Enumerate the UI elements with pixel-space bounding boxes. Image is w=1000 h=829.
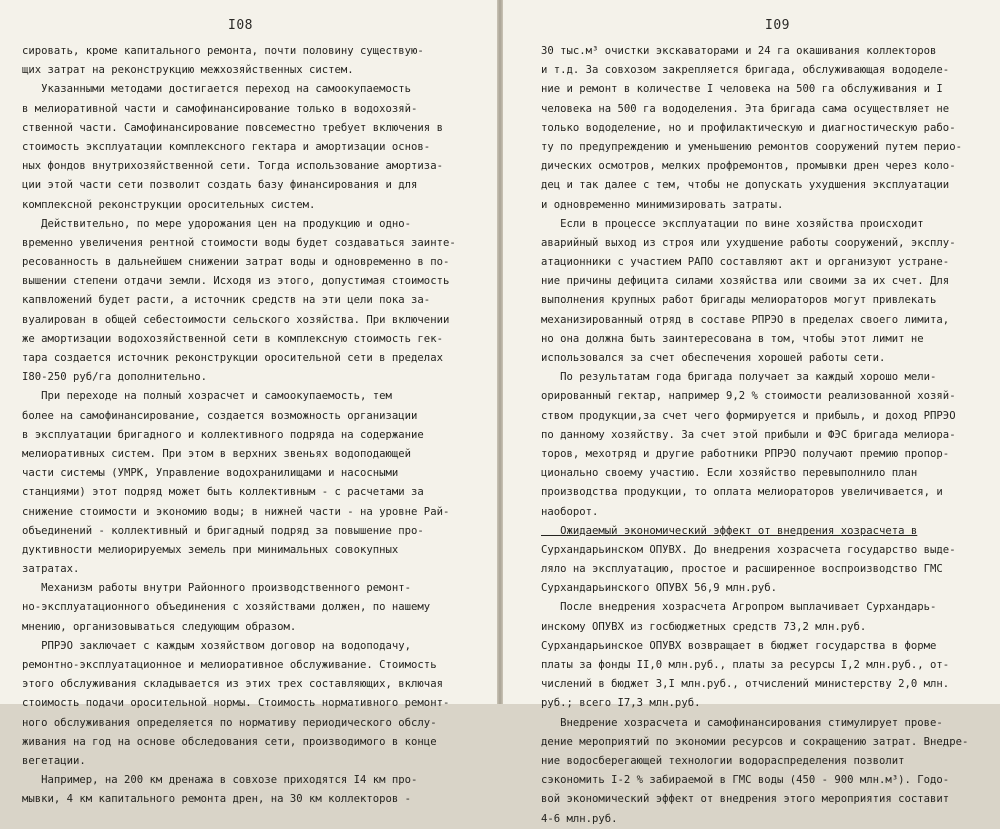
text-line: и т.д. За совхозом закрепляется бригада, обслуживающая вододеле- bbox=[541, 64, 950, 77]
text-line: ние и ремонт в количестве I человека на 500 га обслуживания и I bbox=[541, 83, 943, 96]
left-page bbox=[0, 0, 497, 806]
text-line: ние причины дефицита силами хозяйства или своими за их счет. Для bbox=[541, 275, 950, 288]
text-line: орированный гектар, например 9,2 % стоимости реализованной хозяй- bbox=[541, 390, 956, 403]
text-line: 4-6 млн.руб. bbox=[541, 812, 618, 825]
text-line: Сурхандарьинское ОПУВХ возвращает в бюджет государства в форме bbox=[541, 639, 937, 652]
text-line: вегетации. bbox=[22, 754, 86, 767]
text-line: ремонтно-эксплуатационное и мелиоративное обслуживание. Стоимость bbox=[22, 659, 437, 671]
text-line: По результатам года бригада получает за каждый хорошо мели- bbox=[541, 371, 937, 384]
text-line: более на самофинансирование, создается возможность организации bbox=[22, 409, 418, 422]
text-line: щих затрат на реконструкцию межхозяйственных систем. bbox=[22, 64, 354, 77]
text-line: вуалирован в общей себестоимости сельского хозяйства. При включении bbox=[22, 313, 450, 326]
text-line: дических осмотров, мелких профремонтов, промывки дрен через коло- bbox=[541, 160, 956, 173]
text-line: выполнения крупных работ бригады мелиораторов могут привлекать bbox=[541, 294, 937, 307]
text-line: 30 тыс.м³ очистки экскаваторами и 24 га окашивания коллекторов bbox=[541, 45, 937, 57]
text-line: Указанными методами достигается переход на самоокупаемость bbox=[22, 83, 412, 96]
right-page bbox=[503, 0, 1000, 825]
text-line: числений в бюджет 3,I млн.руб., отчислений министерству 2,0 млн. bbox=[541, 678, 950, 691]
text-line: только вододеление, но и профилактическую и диагностическую рабо- bbox=[541, 121, 956, 134]
text-line: но она должна быть заинтересована в том, чтобы этот лимит не bbox=[541, 332, 924, 345]
text-line: стоимость подачи оросительной нормы. Стоимость нормативного ремонт- bbox=[22, 697, 450, 710]
text-line: временно увеличения рентной стоимости воды будет создаваться заинте- bbox=[22, 236, 456, 249]
text-line: дец и так далее с тем, чтобы не допускать ухудшения эксплуатации bbox=[541, 179, 950, 192]
text-line: ственной части. Самофинансирование повсеместно требует включения в bbox=[22, 121, 443, 134]
text-line: дуктивности мелиорируемых земель при минимальных совокупных bbox=[22, 543, 399, 556]
text-line: ством продукции,за счет чего формируется и прибыль, и доход РПРЭО bbox=[541, 409, 956, 422]
text-line: затратах. bbox=[22, 563, 80, 576]
text-line: человека на 500 га вододеления. Эта бригада сама осуществляет не bbox=[541, 102, 950, 115]
text-line: торов, мехотряд и другие работники РПРЭО получают премию пропор- bbox=[541, 447, 950, 460]
text-line: по данному хозяйству. За счет этой прибыли и ФЭС бригада мелиора- bbox=[541, 428, 956, 441]
text-line: и одновременно минимизировать затраты. bbox=[541, 198, 784, 211]
text-line: объединений - коллективный и бригадный подряд за повышение про- bbox=[22, 524, 424, 537]
text-line: мелиоративных систем. При этом в верхних звеньях водоподающей bbox=[22, 447, 412, 460]
text-line: части системы (УМРК, Управление водохранилищами и насосными bbox=[22, 467, 399, 480]
text-line: При переходе на полный хозрасчет и самоокупаемость, тем bbox=[22, 390, 392, 403]
text-line: сировать, кроме капитального ремонта, почти половину существую- bbox=[22, 45, 424, 57]
text-line: в мелиоративной части и самофинансирование только в водохозяй- bbox=[22, 102, 418, 115]
text-line: Если в процессе эксплуатации по вине хозяйства происходит bbox=[541, 217, 924, 230]
text-line: станциями) этот подряд может быть коллективным - с расчетами за bbox=[22, 486, 424, 499]
text-line: ние водосберегающей технологии водораспределения позволит bbox=[541, 754, 905, 767]
text-line: ляло на эксплуатацию, простое и расширенное воспроизводство ГМС bbox=[541, 563, 943, 576]
text-line: ресованность в дальнейшем снижении затрат воды и одновременно в по- bbox=[22, 256, 450, 269]
text-line: платы за фонды II,0 млн.руб., платы за ресурсы I,2 млн.руб., от- bbox=[541, 659, 950, 671]
text-line: Механизм работы внутри Районного производственного ремонт- bbox=[22, 582, 412, 595]
text-line: вой экономический эффект от внедрения этого мероприятия составит bbox=[541, 793, 950, 806]
left-page-number: I08 bbox=[228, 18, 253, 33]
text-line: После внедрения хозрасчета Агропром выплачивает Сурхандарь- bbox=[541, 601, 937, 614]
text-line: аварийный выход из строя или ухудшение работы сооружений, эксплу- bbox=[541, 236, 956, 249]
text-line: же амортизации водохозяйственной сети в комплексную стоимость гек- bbox=[22, 332, 443, 345]
text-line: комплексной реконструкции оросительных систем. bbox=[22, 198, 316, 211]
text-line: снижение стоимости и экономию воды; в нижней части - на уровне Рай- bbox=[22, 505, 450, 518]
text-line: дение мероприятий по экономии ресурсов и сокращению затрат. Внедре- bbox=[541, 735, 969, 748]
text-line: тара создается источник реконструкции оросительной сети в пределах bbox=[22, 352, 443, 364]
text-line: в эксплуатации бригадного и коллективного подряда на содержание bbox=[22, 428, 424, 441]
text-line: атационники с участием РАПО составляют акт и организуют устране- bbox=[541, 256, 950, 269]
left-page-text bbox=[22, 42, 467, 810]
text-line: ту по предупреждению и уменьшению ремонтов сооружений путем перио- bbox=[541, 140, 962, 153]
text-line: ционально своему участию. Если хозяйство перевыполнило план bbox=[541, 467, 918, 480]
text-line: Внедрение хозрасчета и самофинансирования стимулирует прове- bbox=[541, 716, 943, 729]
text-line: механизированный отряд в составе РПРЭО в пределах своего лимита, bbox=[541, 313, 950, 326]
text-line: стоимость эксплуатации комплексного гектара и амортизации основ- bbox=[22, 140, 431, 153]
text-line: Сурхандарьинского ОПУВХ 56,9 млн.руб. bbox=[541, 582, 777, 595]
text-line: Сурхандарьинском ОПУВХ. До внедрения хозрасчета государство выде- bbox=[541, 543, 956, 556]
right-page-number: I09 bbox=[765, 18, 790, 33]
text-line: сэкономить I-2 % забираемой в ГМС воды (450 - 900 млн.м³). Годо- bbox=[541, 774, 950, 787]
text-line: капвложений будет расти, а источник средств на эти цели пока за- bbox=[22, 294, 431, 307]
text-line: мывки, 4 км капитального ремонта дрен, на 30 км коллекторов - bbox=[22, 793, 412, 806]
text-line: вышении степени отдачи земли. Исходя из этого, допустимая стоимость bbox=[22, 275, 450, 288]
text-line: ции этой части сети позволит создать базу финансирования и для bbox=[22, 179, 418, 192]
text-line: ного обслуживания определяется по нормативу периодического обслу- bbox=[22, 716, 437, 729]
text-line: но-эксплуатационного объединения с хозяйствами должен, по нашему bbox=[22, 601, 431, 614]
text-line: инскому ОПУВХ из госбюджетных средств 73,2 млн.руб. bbox=[541, 620, 867, 633]
text-line: РПРЭО заключает с каждым хозяйством договор на водоподачу, bbox=[22, 639, 412, 652]
right-page-text bbox=[541, 42, 981, 829]
text-line: живания на год на основе обследования сети, производимого в конце bbox=[22, 735, 437, 748]
text-line: производства продукции, то оплата мелиораторов увеличивается, и bbox=[541, 486, 943, 499]
text-line: наоборот. bbox=[541, 505, 599, 518]
text-line: использовался за счет обеспечения хорошей работы сети. bbox=[541, 352, 886, 364]
text-line: ных фондов внутрихозяйственной сети. Тогда использование амортиза- bbox=[22, 160, 443, 173]
text-line: мнению, организовываться следующим образом. bbox=[22, 620, 297, 633]
text-line: этого обслуживания складывается из этих трех составляющих, включая bbox=[22, 678, 443, 691]
section-heading-line: Ожидаемый экономический эффект от внедрения хозрасчета в bbox=[541, 524, 918, 537]
text-line: I80-250 руб/га дополнительно. bbox=[22, 371, 207, 384]
text-line: руб.; всего I7,3 млн.руб. bbox=[541, 697, 701, 710]
text-line: Действительно, по мере удорожания цен на продукцию и одно- bbox=[22, 217, 412, 230]
text-line: Например, на 200 км дренажа в совхозе приходятся I4 км про- bbox=[22, 774, 418, 787]
